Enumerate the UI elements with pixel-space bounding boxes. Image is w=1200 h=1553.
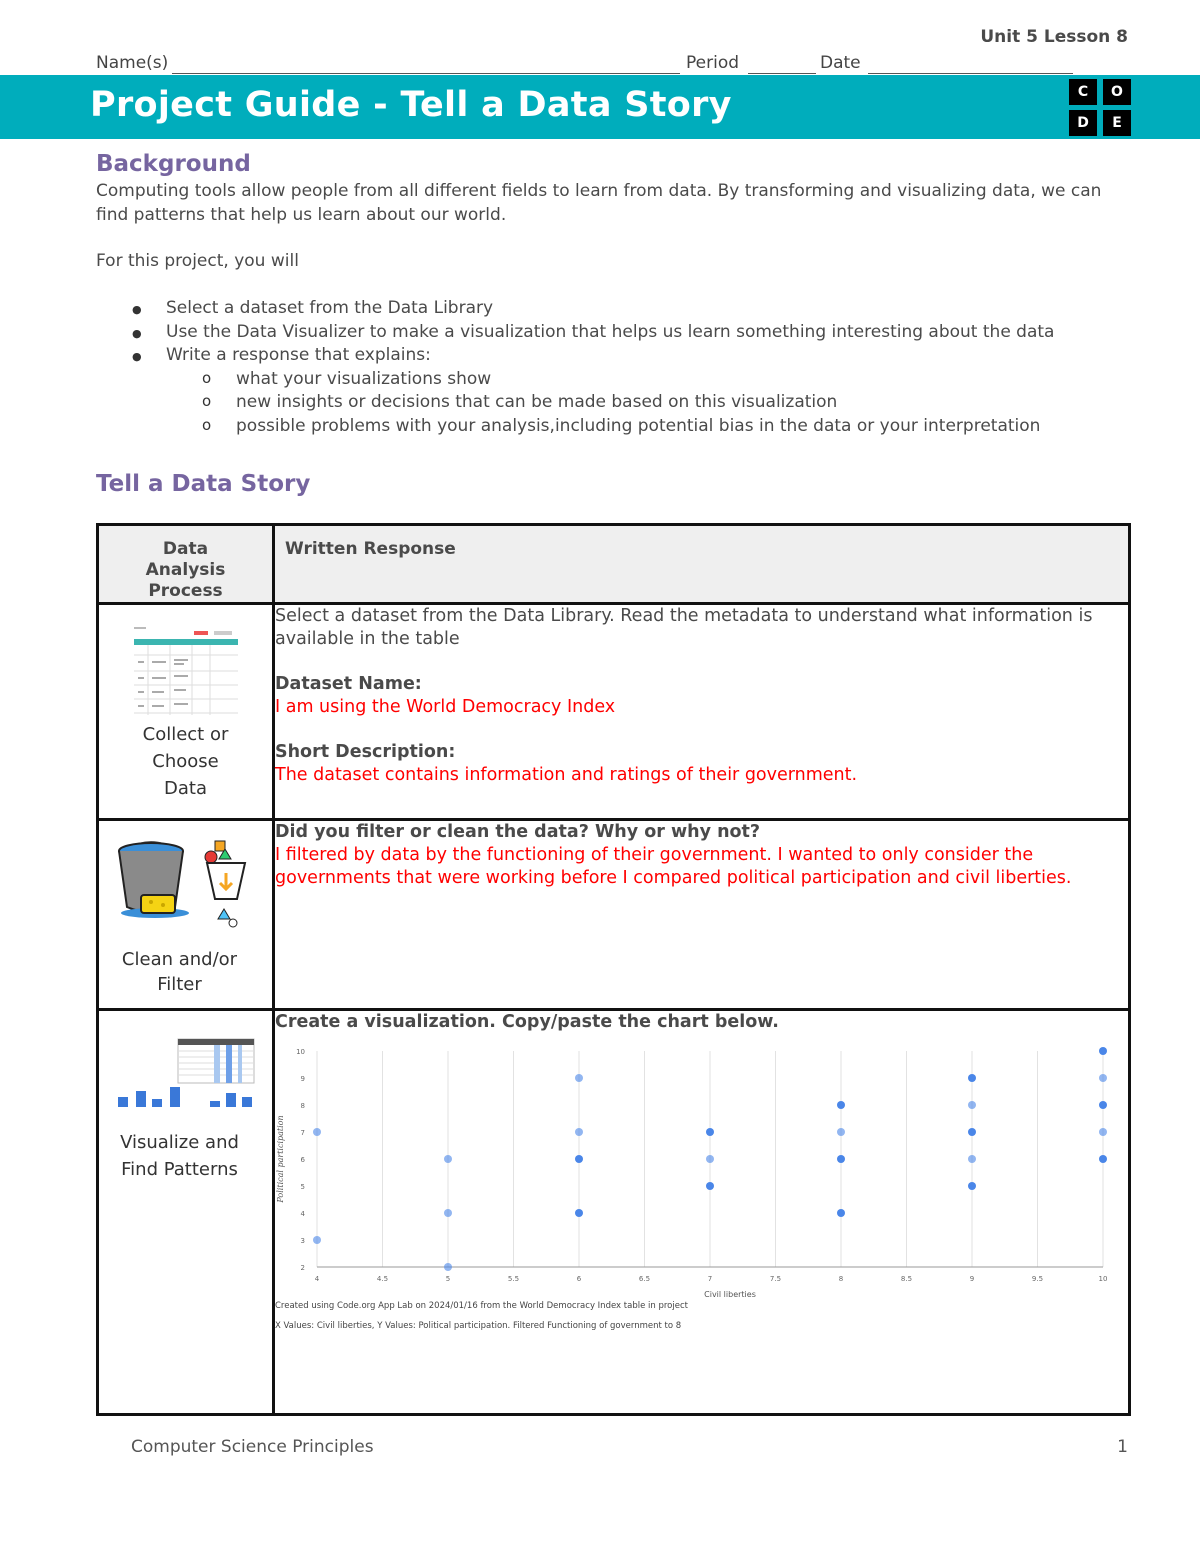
data-point [706, 1182, 714, 1190]
data-point [444, 1209, 452, 1217]
label-line: Choose [152, 751, 219, 772]
x-tick-label: 4.5 [376, 1275, 389, 1283]
data-point [575, 1074, 583, 1082]
logo-letter: D [1069, 110, 1097, 136]
logo-letter: C [1069, 79, 1097, 105]
y-tick-label: 3 [300, 1237, 305, 1245]
task-list [96, 297, 1106, 438]
list-item: ● Select a dataset from the Data Library [96, 297, 1106, 321]
page-title: Project Guide - Tell a Data Story [90, 85, 732, 125]
background-paragraph: Computing tools allow people from all different fields to learn from data. By transforming and visualizing data, we can find patterns that help us learn about our world. [96, 181, 1102, 225]
data-point [968, 1128, 976, 1136]
label-line: Data [164, 778, 207, 799]
x-tick-label: 10 [1098, 1275, 1108, 1283]
data-point [444, 1263, 452, 1271]
x-tick-label: 4 [314, 1275, 320, 1283]
x-tick-label: 9 [969, 1275, 975, 1283]
data-story-table [96, 523, 1131, 1416]
chart-table-icon [116, 1035, 256, 1111]
page-number: 1 [1117, 1437, 1128, 1457]
dataset-name-label: Dataset Name: [275, 674, 422, 694]
y-tick-label: 5 [300, 1183, 305, 1191]
name-period-date-row [96, 53, 1130, 75]
date-label: Date [820, 53, 861, 73]
clean-cell [98, 820, 274, 1010]
y-tick-label: 4 [300, 1210, 305, 1218]
data-point [1099, 1074, 1107, 1082]
visualize-cell [98, 1010, 274, 1415]
x-tick-label: 7 [707, 1275, 713, 1283]
data-point [575, 1209, 583, 1217]
visualize-response-cell [274, 1010, 1130, 1415]
data-point [968, 1182, 976, 1190]
label-line: Collect or [142, 724, 229, 745]
data-point [837, 1101, 845, 1109]
list-item: ● Write a response that explains: [96, 344, 1106, 368]
label-line: Visualize and [120, 1132, 239, 1153]
col-header-process-text: Data Analysis Process [145, 539, 226, 601]
x-tick-label: 5 [445, 1275, 451, 1283]
x-tick-label: 8 [838, 1275, 844, 1283]
code-logo [1069, 79, 1133, 137]
x-tick-label: 6.5 [638, 1275, 651, 1283]
x-tick-label: 9.5 [1031, 1275, 1044, 1283]
name-field[interactable] [172, 73, 680, 74]
table-header-row [98, 525, 1130, 604]
logo-letter: E [1103, 110, 1131, 136]
intro-text: For this project, you will [96, 251, 299, 271]
collect-response-cell [274, 604, 1130, 820]
y-tick-label: 10 [296, 1048, 305, 1056]
title-banner [0, 75, 1200, 139]
x-tick-label: 8.5 [900, 1275, 913, 1283]
dataset-name-answer[interactable]: I am using the World Democracy Index [275, 697, 616, 717]
sub-list-item: o new insights or decisions that can be made based on this visualization [96, 391, 1106, 415]
data-point [968, 1155, 976, 1163]
x-tick-label: 5.5 [507, 1275, 520, 1283]
label-line: Find Patterns [121, 1159, 238, 1180]
scatter-chart [275, 1035, 1120, 1297]
chart-caption-source: Created using Code.org App Lab on 2024/01/16 from the World Democracy Index table in project [275, 1301, 688, 1311]
sub-list-item: o possible problems with your analysis,including potential bias in the data or your interpretation [96, 415, 1106, 439]
footer-course: Computer Science Principles [131, 1437, 374, 1457]
data-point [1099, 1101, 1107, 1109]
y-tick-label: 7 [300, 1129, 305, 1137]
date-field[interactable] [868, 73, 1073, 74]
y-axis-label: Political participation [276, 1115, 285, 1203]
data-point [968, 1101, 976, 1109]
visualize-instruction: Create a visualization. Copy/paste the chart below. [275, 1012, 779, 1032]
x-tick-label: 6 [576, 1275, 582, 1283]
data-point [837, 1128, 845, 1136]
data-point [444, 1155, 452, 1163]
filter-answer[interactable]: I filtered by data by the functioning of their government. I wanted to only consider the governments that were working before I compared political participation and civil liberties. [275, 845, 1072, 888]
clean-label [99, 947, 260, 997]
bucket-filter-icon [111, 837, 261, 937]
label-line: Clean and/or [121, 949, 238, 970]
table-row-collect [98, 604, 1130, 820]
data-point [313, 1236, 321, 1244]
logo-letter: O [1103, 79, 1131, 105]
data-point [706, 1155, 714, 1163]
table-row-visualize [98, 1010, 1130, 1415]
y-tick-label: 9 [300, 1075, 305, 1083]
data-point [706, 1128, 714, 1136]
label-line: Filter [157, 974, 202, 995]
data-point [968, 1074, 976, 1082]
list-item: ● Use the Data Visualizer to make a visualization that helps us learn something interesting about the data [96, 321, 1106, 345]
sub-list-item: o what your visualizations show [96, 368, 1106, 392]
y-tick-label: 2 [300, 1264, 305, 1272]
x-tick-label: 7.5 [769, 1275, 782, 1283]
period-label: Period [686, 53, 740, 73]
x-axis-label: Civil liberties [704, 1290, 756, 1297]
y-tick-label: 8 [300, 1102, 305, 1110]
col-header-response: Written Response [274, 525, 1130, 604]
data-point [575, 1155, 583, 1163]
period-field[interactable] [748, 73, 816, 74]
visualize-label [99, 1129, 260, 1183]
short-description-answer[interactable]: The dataset contains information and ratings of their government. [275, 765, 858, 785]
story-heading: Tell a Data Story [96, 471, 311, 497]
table-row-clean [98, 820, 1130, 1010]
collect-label [99, 721, 272, 802]
col-header-process [98, 525, 274, 604]
data-point [1099, 1047, 1107, 1055]
clean-response-cell [274, 820, 1130, 1010]
data-point [1099, 1155, 1107, 1163]
data-point [575, 1128, 583, 1136]
short-description-label: Short Description: [275, 742, 456, 762]
name-label: Name(s) [96, 53, 169, 73]
data-point [1099, 1128, 1107, 1136]
data-table-icon [134, 623, 238, 717]
data-point [313, 1128, 321, 1136]
unit-lesson-label: Unit 5 Lesson 8 [980, 27, 1128, 47]
y-tick-label: 6 [300, 1156, 305, 1164]
data-point [837, 1209, 845, 1217]
collect-cell [98, 604, 274, 820]
data-point [837, 1155, 845, 1163]
background-heading: Background [96, 151, 251, 177]
chart-caption-filter: X Values: Civil liberties, Y Values: Political participation. Filtered Functioning of government to 8 [275, 1321, 682, 1331]
filter-question: Did you filter or clean the data? Why or why not? [275, 822, 761, 842]
collect-instruction: Select a dataset from the Data Library. Read the metadata to understand what information is available in the table [275, 606, 1093, 649]
